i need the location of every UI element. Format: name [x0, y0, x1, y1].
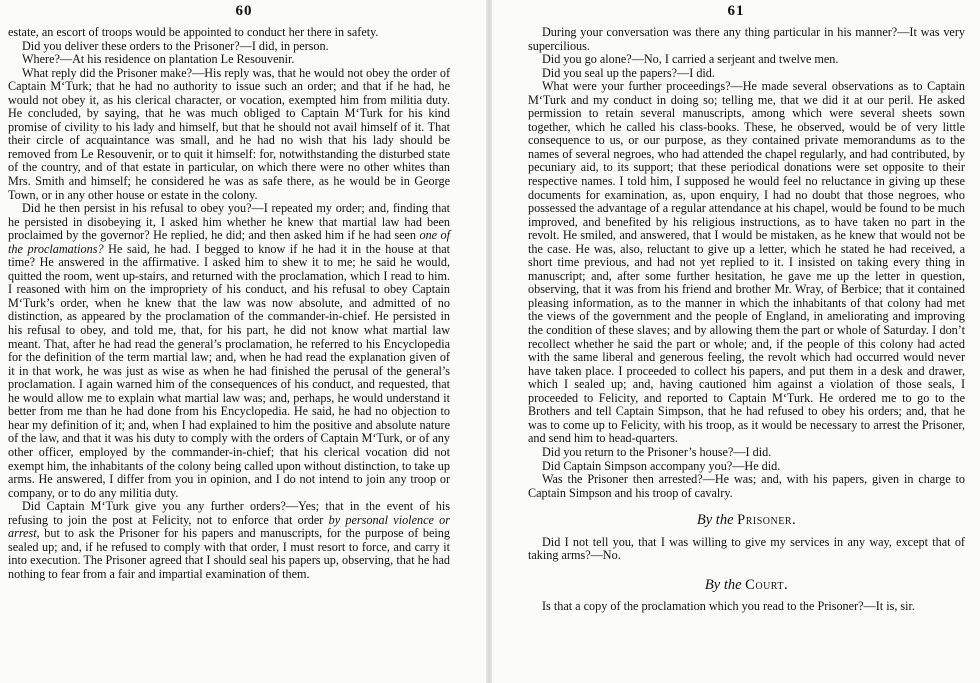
paragraph: Did he then persist in his refusal to obey you?—I repeated my order; and, finding that he persisted in disobeying it, I asked him whether he knew that martial law had been proclaimed by the governor? He replied, he did; and then asked him if he had seen one of the proclamations? He said, he had. I begged to know if he had it in the house at that time? He answered in the affirmative. I asked him to shew it to me; he said he would, quitted the room, went up-stairs, and returned with the proclamation, which I read to him. I reasoned with him on the impropriety of his conduct, and his refusal to obey Captain M‘Turk’s order, when he knew that the law was now absolute, and admitted of no distinction, as appeared by the proclamation of the commander-in-chief. He persisted in his refusal to obey, and told me, that, for his part, he did not know what martial law meant. That, after he had read the general’s proclamation, he referred to his Encyclopedia for the definition of the term martial law; and, when he had read the explanation given of it in that work, he was just as wise as when he had finished the perusal of the general’s proclamation. I again warned him of the consequences of his conduct, and requested, that he would allow me to explain what martial law was; and, perhaps, he would understand it better from me than he had done from his Encyclopedia. He said, he had no objection to hear my definition of it; and, when I had explained to him the positive and absolute nature of the law, and that it was his duty to comply with the orders of Captain M‘Turk, or of any other officer, employed by the commander-in-chief; that his clerical vocation did not exempt him, the inhabitants of the colony being called upon without distinction, to take up arms. He answered, I differ from you in opinion, and I do not intend to join any troop or company, or to do any militia duty. [8, 201, 450, 500]
section-heading-court: By the Court. [704, 576, 789, 593]
right-page-text [528, 26, 965, 614]
italic-phrase: by personal violence or arrest, [8, 512, 450, 541]
left-page [0, 0, 488, 683]
paragraph: During your conversation was there any thing particular in his manner?—It was very supercilious. [528, 25, 965, 53]
paragraph: Is that a copy of the proclamation which you read to the Prisoner?—It is, sir. [542, 599, 915, 614]
paragraph: Did Captain Simpson accompany you?—He did. [542, 458, 781, 473]
paragraph: Did you deliver these orders to the Prisoner?—I did, in person. [22, 38, 329, 53]
right-page [492, 0, 980, 683]
section-heading-prisoner: By the Prisoner. [696, 512, 797, 529]
paragraph: What were your further proceedings?—He made several observations as to Captain M‘Turk and my conduct in doing so; telling me, that we did it at our peril. He asked permission to retain several manuscripts, among which were several sheets sown together, which he called his class-books. These, he observed, would be of very little consequence to us, or our purpose, as they contained private memorandums as to the names of several negroes, who had attended the chapel regularly, and had contributed, by pecuniary aid, to its support; that these periodical donations were set opposite to their respective names. I told him, I supposed he would feel no reluctance in giving up these documents for examination, as, upon enquiry, I had no doubt that those negroes, who possessed the advantage of a regular attendance at his chapel, would be found to be much improved, and benefited by his religious instructions, as to have taken no part in the revolt. He smiled, and answered, that I would be mistaken, as he knew that would not be the case. He was, also, reluctant to give up a letter, which he stated he had received, a short time previous, and had not yet replied to it. I insisted on taking every thing in manuscript; and, after some further hesitation, he gave me up the letter in question, observing, that it was from his friend and brother Mr. Wray, of Berbice; that it contained pleasing information, as to the manner in which the inhabitants of that colony had met the views of the government and the people of England, in ameliorating and improving the condition of these slaves; and by allowing them the part or whole of Saturday. I don’t recollect whether he said the part or whole; and, if the people of this colony had acted with the same liberal and generous feeling, the revolt which had occurred would never have taken place. I proceeded to collect his papers, and put them in a desk and drawer, which I sealed up; and, having cautioned him against a violation of those seals, I proceeded to Felicity, and reported to Captain M‘Turk. He ordered me to go to the Brothers and tell Captain Simpson, that he had refused to obey his orders; and, that he was to come up to Felicity, with his troop, as it would be necessary to arrest the Prisoner, and send him to head-quarters. [528, 79, 965, 446]
paragraph: Where?—At his residence on plantation Le Resouvenir. [22, 52, 295, 67]
paragraph: Did you go alone?—No, I carried a serjeant and twelve men. [542, 52, 839, 67]
paragraph: What reply did the Prisoner make?—His reply was, that he would not obey the order of Captain M‘Turk; that he had no authority to issue such an order; and that if he had, he would not obey it, as his clerical character, or vocation, exempted him from militia duty. He concluded, by saying, that he was much obliged to Captain M‘Turk for his kind promise of civility to his lady and himself, but that he should not avail himself of it. That their circle of acquaintance was small, and he had no wish that his lady should be removed from Le Resouvenir, or to quit it himself: for, notwithstanding the disturbed state of the country, and of that estate in particular, on which there were no other whites than Mrs. Smith and himself; he considered he was as safe there, as he would be in George Town, or in any other house or estate in the colony. [8, 65, 450, 202]
page-number-right: 61 [727, 3, 745, 19]
paragraph: Did you seal up the papers?—I did. [542, 65, 715, 80]
paragraph: estate, an escort of troops would be appointed to conduct her there in safety. [8, 25, 379, 39]
paragraph: Was the Prisoner then arrested?—He was; and, with his papers, given in charge to Captain Simpson and his troop of cavalry. [528, 472, 965, 500]
paragraph: Did you return to the Prisoner’s house?—I did. [542, 444, 772, 459]
paragraph: Did I not tell you, that I was willing to give my services in any way, except that of taking arms?—No. [528, 534, 965, 563]
paragraph: Did Captain M‘Turk give you any further orders?—Yes; that in the event of his refusing to join the post at Felicity, not to enforce that order by personal violence or arrest, but to ask the Prisoner for his papers and manuscripts, for the purpose of being sealed up; and, if he refused to comply with that order, I must resort to force, and carry it into execution. The Prisoner agreed that I should seal his papers up, observing, that he had nothing to fear from a fair and impartial examination of them. [8, 499, 450, 581]
left-page-text [8, 26, 450, 581]
page-number-left: 60 [235, 3, 253, 19]
italic-phrase: one of the proclamations? [8, 228, 450, 256]
